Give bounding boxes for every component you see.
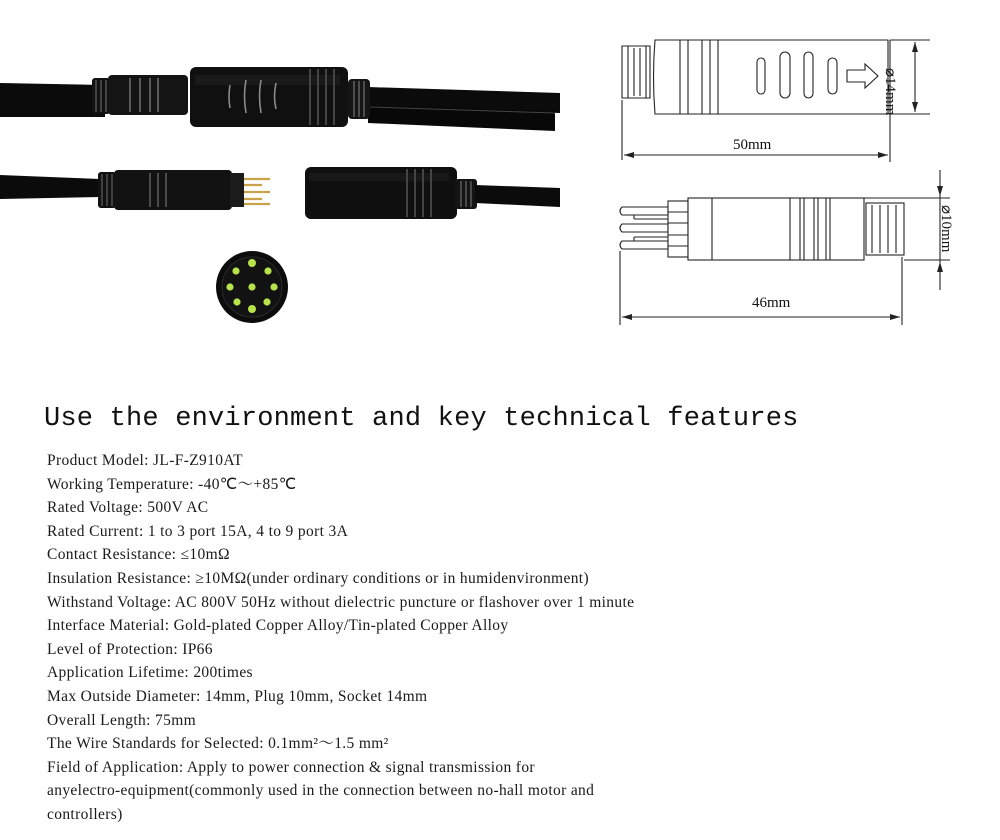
socket-diameter-label: ⌀14mm [882,68,898,116]
spec-rated-voltage: Rated Voltage: 500V AC [47,499,209,517]
pin-face-photo [212,247,292,327]
male-plug-photo [0,155,260,225]
spec-product-model: Product Model: JL-F-Z910AT [47,452,243,469]
plug-length-label: 46mm [752,295,791,311]
socket-length-label: 50mm [733,137,772,153]
spec-contact-resistance: Contact Resistance: ≤10mΩ [47,546,230,564]
female-socket-photo [295,155,565,225]
mated-connector-photo [0,45,560,155]
spec-field-of-application: Field of Application: Apply to power connection & signal transmission for [47,758,535,776]
spec-withstand-voltage: Withstand Voltage: AC 800V 50Hz without dielectric puncture or flashover over 1 minute [47,593,635,611]
spec-application-lifetime: Application Lifetime: 200times [47,664,253,682]
spec-max-outside-diameter: Max Outside Diameter: 14mm, Plug 10mm, Socket 14mm [47,687,428,705]
spec-field-of-application-cont-1: anyelectro-equipment(commonly used in the connection between no-hall motor and [47,782,595,800]
section-title: Use the environment and key technical features [44,404,799,434]
spec-working-temperature: Working Temperature: -40℃～+85℃ [47,475,297,493]
spec-insulation-resistance: Insulation Resistance: ≥10MΩ(under ordinary conditions or in humidenvironment) [47,569,589,587]
socket-dimension-drawing [600,20,980,170]
plug-diameter-label: ⌀10mm [938,205,954,253]
spec-field-of-application-cont-2: controllers) [47,805,123,823]
spec-wire-standards: The Wire Standards for Selected: 0.1mm²～1.5 mm² [47,735,389,753]
spec-list [47,449,634,827]
spec-rated-current: Rated Current: 1 to 3 port 15A, 4 to 9 port 3A [47,522,349,540]
spec-level-of-protection: Level of Protection: IP66 [47,640,213,658]
spec-overall-length: Overall Length: 75mm [47,711,197,729]
spec-interface-material: Interface Material: Gold-plated Copper Alloy/Tin-plated Copper Alloy [47,617,509,635]
